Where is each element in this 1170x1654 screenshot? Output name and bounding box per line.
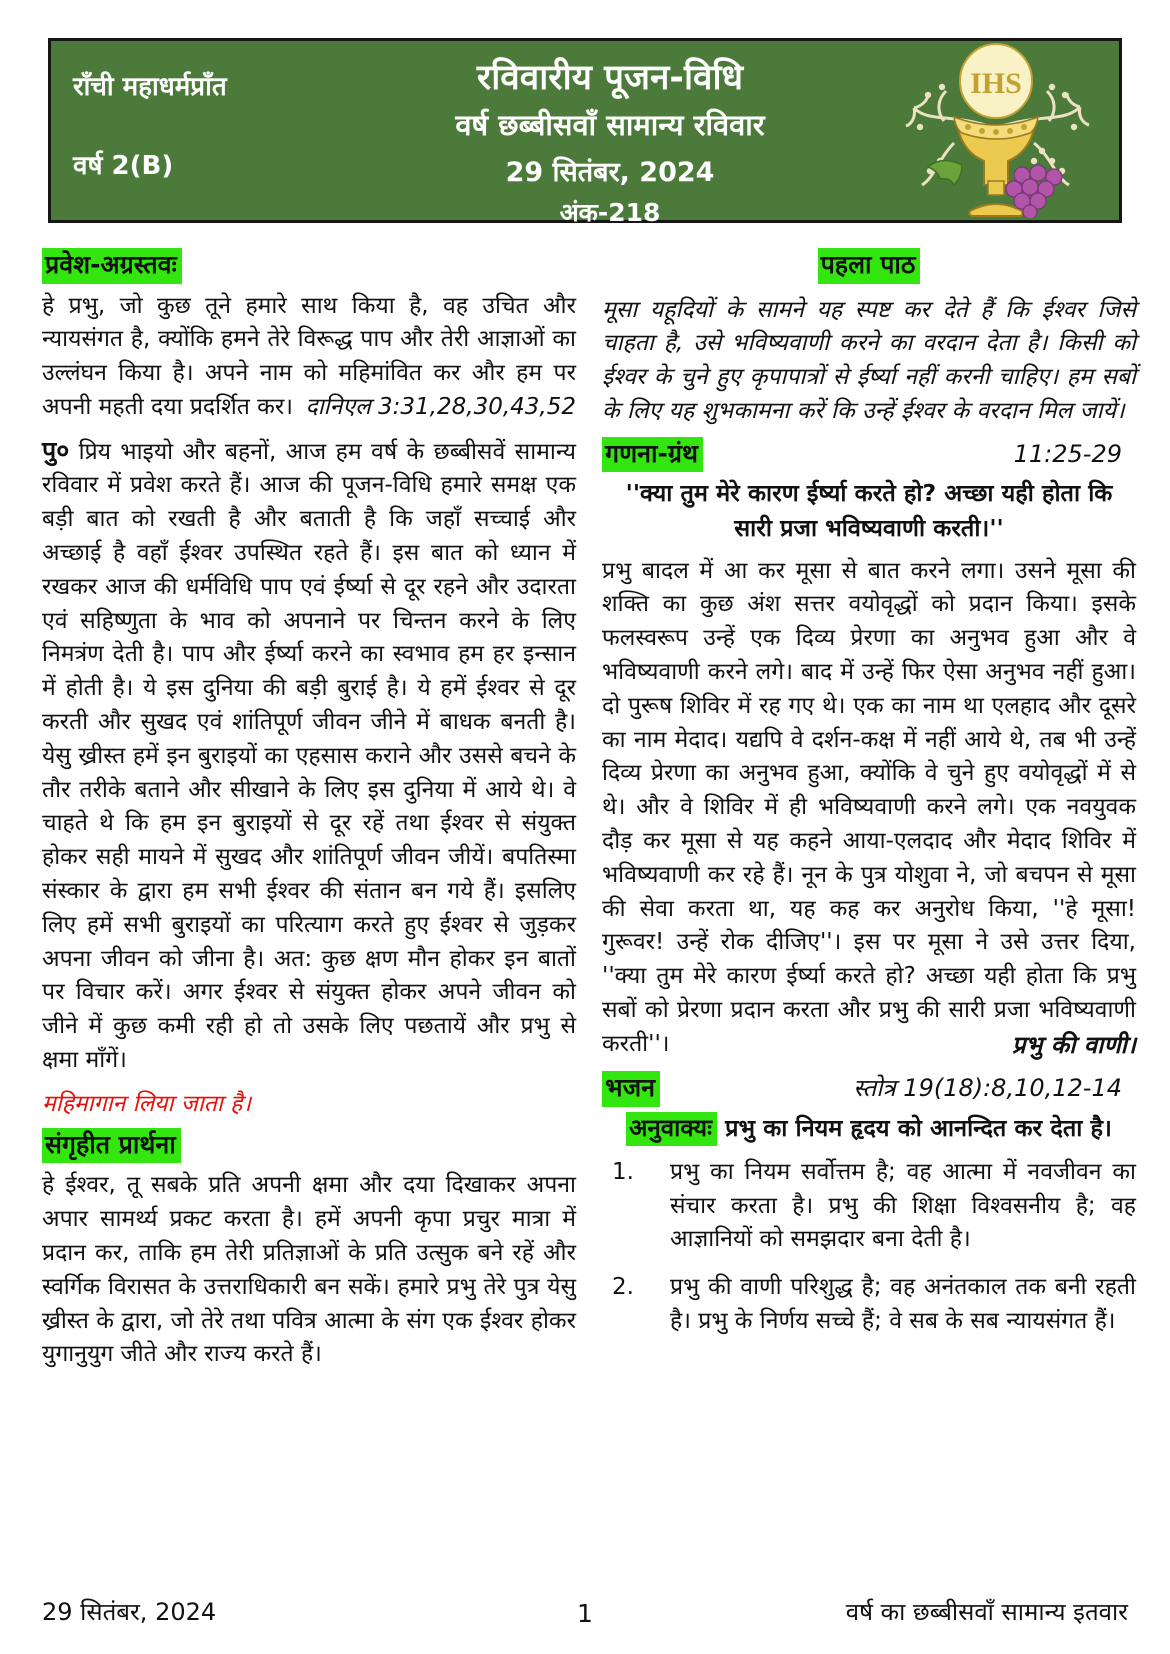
chalice-emblem-icon <box>884 43 1109 218</box>
entrance-antiphon-citation: दानिएल 3:31,28,30,43,52 <box>305 393 576 420</box>
antiphon-text: प्रभु का नियम हृदय को आनन्दित कर देता है। <box>725 1113 1112 1142</box>
issue-number: अंक-218 <box>559 197 661 227</box>
antiphon-label: अनुवाक्यः <box>626 1112 717 1146</box>
psalm-verse-2-number: 2. <box>612 1274 634 1301</box>
reading-ending-acclamation: प्रभु की वाणी। <box>1011 1030 1136 1059</box>
first-reading-body: प्रभु बादल में आ कर मूसा से बात करने लगा। उसने मूसा की शक्ति का कुछ अंश सत्तर वयोवृद्धों को प्रदान किया। इसके फलस्वरूप उन्हें एक दिव्य प्रेरणा का अनुभव हुआ और वे भविष्यवाणी करने लगे। बाद में उन्हें फिर ऐसा अनुभव नहीं हुआ। दो पुरूष शिविर में रह गए थे। एक का नाम था एलहाद और दूसरे का नाम मेदाद। यद्यपि वे दर्शन-कक्ष में नहीं आये थे, तब भी उन्हें दिव्य प्रेरणा का अनुभव हुआ, क्योंकि वे चुने हुए वयोवृद्धों में से थे। और वे शिविर में ही भविष्यवाणी करने लगे। एक नवयुवक दौड़ कर मूसा से यह कहने आया-एलदाद और मेदाद शिविर में भविष्यवाणी कर रहे हैं। नून के पुत्र योशुवा ने, जो बचपन से मूसा की सेवा करता था, यह कह कर अनुरोध किया, ''हे मूसा! गुरूवर! उन्हें रोक दीजिए''। इस पर मूसा ने उसे उत्तर दिया, ''क्या तुम मेरे कारण ईर्ष्या करते हो? अच्छा यही होता कि प्रभु सबों को प्रेरणा प्रदान करता और प्रभु की सारी प्रजा भविष्यवाणी करती''। <box>602 557 1136 1057</box>
collect-prayer-text: हे ईश्वर, तू सबके प्रति अपनी क्षमा और दया दिखाकर अपना अपार सामर्थ्य प्रकट करता है। हमें अपनी कृपा प्रचुर मात्रा में प्रदान कर, ताकि हम तेरी प्रतिज्ञाओं के प्रति उत्सुक बने रहें और स्वर्गिक विरासत के उत्तराधिकारी बन सकें। हमारे प्रभु तेरे पुत्र येसु ख्रीस्त के द्वारा, जो तेरे तथा पवित्र आत्मा के संग एक ईश्वर होकर युगानुयुग जीते और राज्य करते हैं। <box>42 1172 576 1368</box>
section-heading-collect: संगृहीत प्रार्थना <box>42 1128 181 1164</box>
reading-book-name: गणना-ग्रंथ <box>602 437 703 473</box>
bulletin-body <box>42 246 1136 1380</box>
psalm-reference-row <box>602 1071 1136 1107</box>
psalm-verse-1 <box>612 1156 1136 1257</box>
reading-key-quote: ''क्या तुम मेरे कारण ईर्ष्या करते हो? अच्छा यही होता कि सारी प्रजा भविष्यवाणी करती।'' <box>625 479 1113 543</box>
sunday-title: वर्ष छब्बीसवाँ सामान्य रविवार <box>455 108 765 143</box>
banner-center-block <box>346 41 874 227</box>
section-heading-first-reading: पहला पाठ <box>818 248 921 284</box>
liturgical-year-label: वर्ष 2(B) <box>73 151 174 181</box>
first-reading-intro: मूसा यहूदियों के सामने यह स्पष्ट कर देते हैं कि ईश्वर जिसे चाहता है, उसे भविष्यवाणी करने का वरदान देता है। किसी को ईश्वर के चुने हुए कृपापात्रों से ईर्ष्या नहीं करनी चाहिए। हम सबों के लिए यह शुभकामना करें कि उन्हें ईश्वर के वरदान मिल जायें। <box>602 296 1136 424</box>
footer-date: 29 सितंबर, 2024 <box>42 1598 217 1626</box>
svg-text:IHS: IHS <box>970 67 1022 100</box>
banner-emblem-block <box>874 41 1119 220</box>
priest-introduction-text <box>42 433 576 1078</box>
banner-left-block <box>51 41 346 220</box>
psalm-verse-1-text: प्रभु का नियम सर्वोत्तम है; वह आत्मा में नवजीवन का संचार करता है। प्रभु की शिक्षा विश्वसनीय है; वह आज्ञानियों को समझदार बना देती है। <box>670 1158 1136 1253</box>
entrance-antiphon-text <box>42 290 576 425</box>
reading-verse-reference: 11:25-29 <box>1013 439 1122 468</box>
entrance-antiphon-body: हे प्रभु, जो कुछ तूने हमारे साथ किया है, वह उचित और न्यायसंगत है, क्योंकि हमने तेरे विरूद्ध पाप और तेरी आज्ञाओं का उल्लंघन किया है। अपने नाम को महिमांवित कर और हम पर अपनी महती दया प्रदर्शित कर। <box>42 292 576 420</box>
footer-page-number: 1 <box>577 1599 593 1628</box>
gloria-rubric: महिमागान लिया जाता है। <box>42 1090 252 1117</box>
first-reading-text <box>602 555 1136 1063</box>
section-heading-entrance-antiphon: प्रवेश-अग्रस्तवः <box>42 248 182 284</box>
right-column <box>602 246 1136 1380</box>
host-ihs-icon <box>960 44 1032 118</box>
issue-date: 29 सितंबर, 2024 <box>505 157 715 189</box>
first-reading-heading-wrap <box>602 246 1136 290</box>
priest-introduction-body: प्रिय भाइयो और बहनों, आज हम वर्ष के छब्बीसवें सामान्य रविवार में प्रवेश करते हैं। आज की पूजन-विधि हमारे समक्ष एक बड़ी बात को रखती है और बताती है कि जहाँ सच्चाई और अच्छाई है वहाँ ईश्वर उपस्थित रहते हैं। इस बात को ध्यान में रखकर आज की धर्मविधि पाप एवं ईर्ष्या से दूर रहने और उदारता एवं सहिष्णुता के भाव को अपनाने पर चिन्तन करने के लिए निमत्रंण देती है। पाप और ईर्ष्या करने का स्वभाव हम हर इन्सान में होती है। ये इस दुनिया की बड़ी बुराई है। ये हमें ईश्वर से दूर करती और सुखद एवं शांतिपूर्ण जीवन जीने में बाधक बनती है। येसु ख्रीस्त हमें इन बुराइयों का एहसास कराने और उससे बचने के तौर तरीके बताने और सीखाने के लिए इस दुनिया में आये थे। वे चाहते थे कि हम इन बुराइयों से दूर रहें तथा ईश्वर से संयुक्त होकर सही मायने में सुखद और शांतिपूर्ण जीवन जीयें। बपतिस्मा संस्कार के द्वारा हम सभी ईश्वर की संतान बन गये हैं। इसलिए लिए हमें सभी बुराइयों का परित्याग करते हुए ईश्वर से जुड़कर अपना जीवन को जीना है। अत: कुछ क्षण मौन होकर इन बातों पर विचार करें। अगर ईश्वर से संयुक्त होकर अपने जीवन को जीने में कुछ कमी रही हो तो उसके लिए पछतायें और प्रभु से क्षमा माँगें। <box>42 438 576 1074</box>
psalm-antiphon <box>602 1111 1136 1146</box>
archdiocese-name: राँची महाधर्मप्राँत <box>73 72 227 102</box>
psalm-verse-2 <box>612 1271 1136 1339</box>
reading-reference-row <box>602 437 1136 473</box>
psalm-verse-1-number: 1. <box>612 1158 634 1185</box>
bulletin-title: रविवारीय पूजन-विधि <box>476 58 744 98</box>
masthead-banner <box>48 38 1122 227</box>
footer-sunday-name: वर्ष का छब्बीसवाँ सामान्य इतवार <box>845 1598 1128 1626</box>
priest-speaker-label: पु० <box>42 435 70 465</box>
psalm-verse-reference: स्तोत्र 19(18):8,10,12-14 <box>853 1074 1122 1103</box>
section-heading-psalm: भजन <box>602 1071 660 1107</box>
psalm-verse-2-text: प्रभु की वाणी परिशुद्ध है; वह अनंतकाल तक बनी रहती है। प्रभु के निर्णय सच्चे हैं; वे सब के सब न्यायसंगत हैं। <box>670 1274 1136 1335</box>
left-column <box>42 246 576 1380</box>
